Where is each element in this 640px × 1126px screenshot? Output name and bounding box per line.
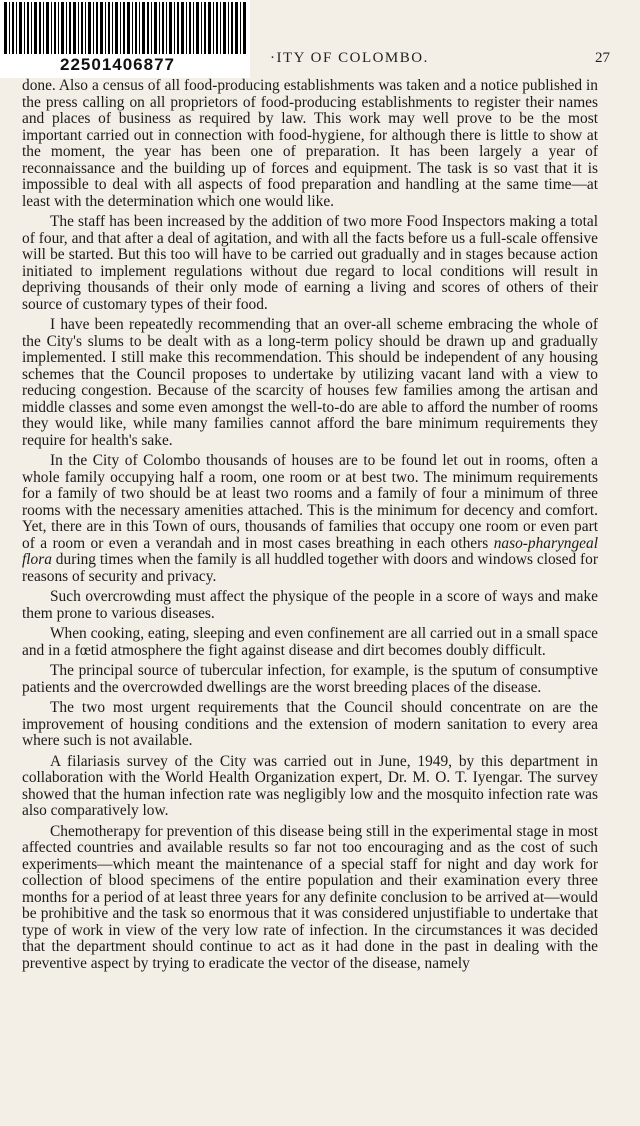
paragraph: I have been repeatedly recommending that an over-all scheme embracing the whole of the City's slums to be dealt with as a long-term policy should be drawn up and gradually implemented. I still make this recommendation. This should be independent of any housing schemes that the Council proposes to undertake by utilizing vacant land with a view to reducing congestion. Because of the scarcity of houses few families among the artisan and middle classes and some even amongst the well-to-do are able to afford the number of rooms they would like, while many families cannot afford the bare minimum requirements they require for health's sake. bbox=[22, 316, 598, 449]
paragraph-text: In the City of Colombo thousands of houses are to be found let out in rooms, often a whole family occupying half a room, one room or at best two. The minimum requirements for a family of two should be at least two rooms and a family of four a minimum of three rooms with the necessary amenities attached. This is the minimum for decency and comfort. Yet, there are in this Town of ours, thousands of families that occupy one room or even part of a room or even a verandah and in most cases breathing in each others bbox=[22, 452, 598, 552]
page-number: 27 bbox=[595, 50, 610, 66]
barcode-icon bbox=[2, 2, 248, 54]
paragraph: When cooking, eating, sleeping and even confinement are all carried out in a small space and in a fœtid atmosphere the fight against disease and dirt becomes doubly difficult. bbox=[22, 625, 598, 659]
running-head: ·ITY OF COLOMBO. bbox=[270, 50, 429, 66]
paragraph bbox=[22, 453, 598, 585]
paragraph: A filariasis survey of the City was carried out in June, 1949, by this department in collaboration with the World Health Organization expert, Dr. M. O. T. Iyengar. The survey showed that the human infection rate was negligibly low and the mosquito infection rate was also comparatively low. bbox=[22, 752, 598, 819]
page-header bbox=[0, 0, 640, 80]
italic-term: naso-pharyngeal flora bbox=[22, 534, 598, 568]
paragraph: The staff has been increased by the addition of two more Food Inspectors making a total of four, and that after a deal of agitation, and with all the facts before us a full-scale offensive will be started. But this too will have to be carried out gradually and in stages because action initiated to implement regulations without due regard to local conditions will result in depriving thousands of their only mode of earning a living and scores of others of their source of customary types of their food. bbox=[22, 213, 598, 313]
paragraph: Such overcrowding must affect the physique of the people in a score of ways and make them prone to various diseases. bbox=[22, 588, 598, 622]
paragraph-text: during times when the family is all huddled together with doors and windows closed for reasons of security and privacy. bbox=[22, 551, 598, 585]
body-text bbox=[22, 78, 598, 972]
paragraph: done. Also a census of all food-producing establishments was taken and a notice published in the press calling on all proprietors of food-producing establishments to register their names and places of business as required by law. This work may well prove to be the most important carried out in connection with food-hygiene, for although there is little to show at the moment, the year has been one of preparation. It has been largely a year of reconnaissance and the building up of forces and equipment. The task is so vast that it is impossible to deal with all aspects of food preparation and handling at the same time—at least with the determination which one would like. bbox=[22, 77, 598, 210]
barcode-number: 22501406877 bbox=[60, 55, 176, 74]
paragraph: The principal source of tubercular infection, for example, is the sputum of consumptive patients and the overcrowded dwellings are the worst breeding places of the disease. bbox=[22, 662, 598, 696]
paragraph: Chemotherapy for prevention of this disease being still in the experimental stage in most affected countries and available results so far not too encouraging and as the cost of such experiments—which meant the maintenance of a special staff for night and day work for collection of blood specimens of the entire population and their examination every three months for a period of at least three years for any definite conclusion to be arrived at—would be prohibitive and the task so enormous that it was considered unjustifiable to undertake that type of work in view of the very low rate of infection. In the circumstances it was decided that the department should continue to act as it had done in the past in dealing with the preventive aspect by trying to eradicate the vector of the disease, namely bbox=[22, 822, 598, 972]
paragraph: The two most urgent requirements that the Council should concentrate on are the improvement of housing conditions and the extension of modern sanitation to every area where such is not available. bbox=[22, 699, 598, 749]
barcode-label bbox=[0, 0, 250, 78]
